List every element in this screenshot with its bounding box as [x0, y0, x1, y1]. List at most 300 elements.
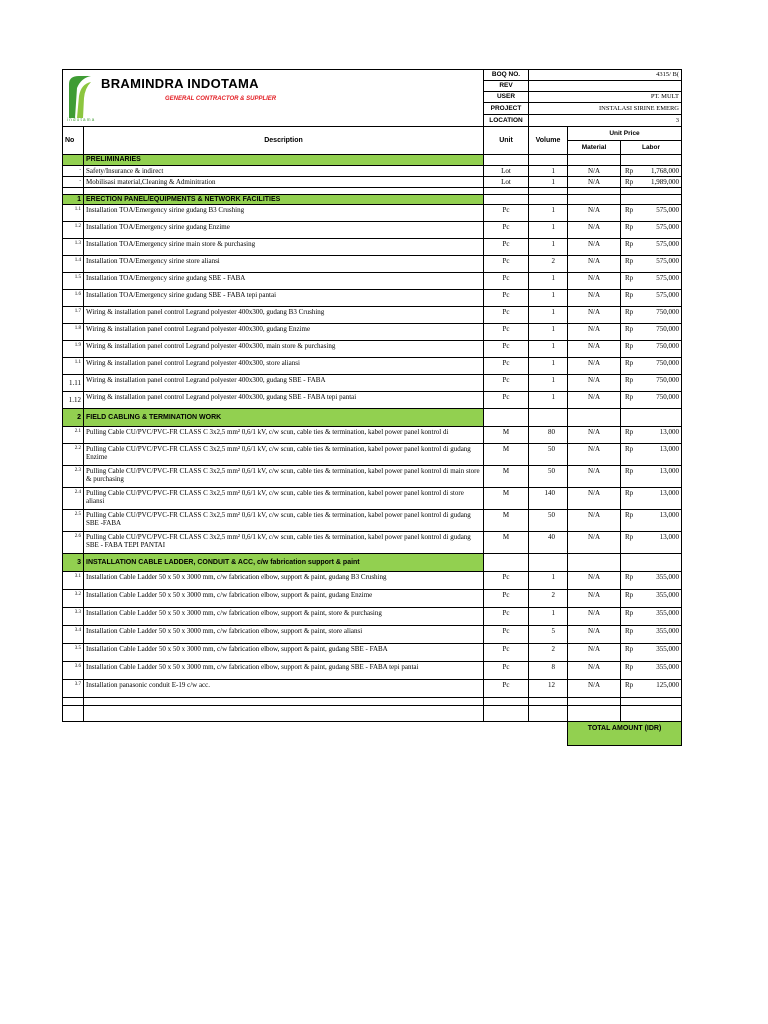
total-blank	[63, 722, 568, 746]
item-labor-cell	[621, 256, 682, 273]
section-title: INSTALLATION CABLE LADDER, CONDUIT & ACC, c/w fabrication support & paint	[84, 554, 484, 572]
item-material: N/A	[568, 256, 621, 273]
empty-cell	[568, 698, 621, 706]
empty-cell	[484, 706, 529, 722]
item-number: 1.9	[63, 341, 84, 358]
table-row	[63, 273, 682, 290]
item-labor-price: 355,000	[656, 609, 679, 617]
item-labor-cell	[621, 324, 682, 341]
item-number: 1.4	[63, 256, 84, 273]
empty-cell	[84, 698, 484, 706]
item-number: 1.1	[63, 205, 84, 222]
table-row	[63, 324, 682, 341]
empty-cell	[621, 188, 682, 195]
empty-cell	[621, 195, 682, 205]
item-volume: 1	[529, 239, 568, 256]
item-material: N/A	[568, 273, 621, 290]
item-labor-price: 575,000	[656, 257, 679, 265]
item-material: N/A	[568, 205, 621, 222]
item-number: 3.4	[63, 626, 84, 644]
item-number: 3.5	[63, 644, 84, 662]
item-volume: 1	[529, 166, 568, 177]
item-number: 3.2	[63, 590, 84, 608]
item-unit: Pc	[484, 256, 529, 273]
item-description: Pulling Cable CU/PVC/PVC-FR CLASS C 3x2,5 mm² 0,6/1 kV, c/w scun, cable ties & termination, kabel power panel kontrol di	[84, 427, 484, 444]
item-labor-cell	[621, 177, 682, 188]
item-unit: Pc	[484, 341, 529, 358]
section-row	[63, 155, 682, 166]
item-description: Installation Cable Ladder 50 x 50 x 3000 mm, c/w fabrication elbow, support & paint, gudang B3 Crushing	[84, 572, 484, 590]
currency-label: Rp	[625, 167, 634, 175]
item-number: 2.6	[63, 532, 84, 554]
item-labor-price: 750,000	[656, 325, 679, 333]
item-labor-price: 13,000	[659, 511, 679, 519]
currency-label: Rp	[625, 240, 634, 248]
item-description: Wiring & installation panel control Legrand polyester 400x300, gudang SBE - FABA tepi pantai	[84, 392, 484, 409]
item-description: Pulling Cable CU/PVC/PVC-FR CLASS C 3x2,5 mm² 0,6/1 kV, c/w scun, cable ties & termination, kabel power panel kontrol di gudang SBE - FABA TEPI PANTAI	[84, 532, 484, 554]
table-row	[63, 290, 682, 307]
empty-cell	[568, 188, 621, 195]
empty-cell	[621, 155, 682, 166]
item-material: N/A	[568, 626, 621, 644]
item-labor-cell	[621, 444, 682, 466]
item-labor-cell	[621, 572, 682, 590]
spacer-row	[63, 698, 682, 706]
currency-label: Rp	[625, 393, 634, 401]
item-labor-price: 750,000	[656, 393, 679, 401]
item-description: Pulling Cable CU/PVC/PVC-FR CLASS C 3x2,5 mm² 0,6/1 kV, c/w scun, cable ties & termination, kabel power panel kontrol di gudang Enzime	[84, 444, 484, 466]
item-description: Installation TOA/Emergency sirine gudang SBE - FABA	[84, 273, 484, 290]
item-material: N/A	[568, 427, 621, 444]
item-number: -	[63, 177, 84, 188]
item-unit: Pc	[484, 222, 529, 239]
item-labor-price: 575,000	[656, 223, 679, 231]
item-unit: M	[484, 532, 529, 554]
table-row	[63, 572, 682, 590]
item-unit: Pc	[484, 239, 529, 256]
empty-cell	[529, 554, 568, 572]
empty-cell	[63, 188, 84, 195]
item-volume: 1	[529, 177, 568, 188]
currency-label: Rp	[625, 573, 634, 581]
col-header-unit: Unit	[484, 127, 529, 155]
item-number: 3.6	[63, 662, 84, 680]
item-description: Wiring & installation panel control Legrand polyester 400x300, gudang Enzime	[84, 324, 484, 341]
item-labor-price: 13,000	[659, 445, 679, 453]
item-labor-cell	[621, 375, 682, 392]
currency-label: Rp	[625, 467, 634, 475]
item-material: N/A	[568, 532, 621, 554]
item-volume: 12	[529, 680, 568, 698]
table-row	[63, 427, 682, 444]
item-number: -	[63, 166, 84, 177]
item-labor-cell	[621, 488, 682, 510]
item-material: N/A	[568, 375, 621, 392]
item-labor-price: 13,000	[659, 533, 679, 541]
table-row	[63, 307, 682, 324]
item-labor-price: 355,000	[656, 627, 679, 635]
empty-cell	[63, 698, 84, 706]
currency-label: Rp	[625, 428, 634, 436]
table-row	[63, 662, 682, 680]
item-number: 1.1	[63, 358, 84, 375]
item-labor-cell	[621, 680, 682, 698]
section-title: PRELIMINARIES	[84, 155, 484, 166]
section-number	[63, 155, 84, 166]
currency-label: Rp	[625, 663, 634, 671]
item-labor-price: 1,989,000	[651, 178, 679, 186]
item-unit: Pc	[484, 572, 529, 590]
section-row	[63, 195, 682, 205]
item-number: 2.4	[63, 488, 84, 510]
item-material: N/A	[568, 510, 621, 532]
item-volume: 140	[529, 488, 568, 510]
item-material: N/A	[568, 341, 621, 358]
item-volume: 50	[529, 510, 568, 532]
section-number: 2	[63, 409, 84, 427]
col-header-description: Description	[84, 127, 484, 155]
item-volume: 5	[529, 626, 568, 644]
item-labor-cell	[621, 273, 682, 290]
company-tagline: GENERAL CONTRACTOR & SUPPLIER	[165, 96, 277, 102]
item-material: N/A	[568, 177, 621, 188]
item-labor-price: 125,000	[656, 681, 679, 689]
item-description: Wiring & installation panel control Legrand polyester 400x300, main store & purchasing	[84, 341, 484, 358]
item-labor-cell	[621, 626, 682, 644]
company-logo-cell	[63, 70, 484, 127]
currency-label: Rp	[625, 308, 634, 316]
currency-label: Rp	[625, 511, 634, 519]
item-volume: 1	[529, 222, 568, 239]
company-logo-icon	[67, 74, 93, 120]
boq-table	[62, 69, 682, 746]
item-unit: Pc	[484, 205, 529, 222]
empty-cell	[568, 155, 621, 166]
item-volume: 1	[529, 358, 568, 375]
header-value-location: 3	[529, 115, 682, 127]
item-description: Wiring & installation panel control Legrand polyester 400x300, gudang B3 Crushing	[84, 307, 484, 324]
section-row	[63, 554, 682, 572]
item-number: 3.1	[63, 572, 84, 590]
item-labor-cell	[621, 392, 682, 409]
header-label-user: USER	[484, 92, 529, 103]
item-number: 1.6	[63, 290, 84, 307]
header-value-user: PT. MULT	[529, 92, 682, 103]
item-unit: Pc	[484, 358, 529, 375]
col-header-material: Material	[568, 141, 621, 155]
currency-label: Rp	[625, 342, 634, 350]
empty-cell	[621, 698, 682, 706]
item-volume: 40	[529, 532, 568, 554]
spacer-row	[63, 188, 682, 195]
item-volume: 2	[529, 590, 568, 608]
table-row	[63, 510, 682, 532]
item-labor-price: 355,000	[656, 645, 679, 653]
item-labor-price: 13,000	[659, 489, 679, 497]
item-unit: Pc	[484, 392, 529, 409]
item-labor-cell	[621, 427, 682, 444]
empty-cell	[84, 188, 484, 195]
table-row	[63, 239, 682, 256]
company-logo-text: i n d o t a m a	[67, 117, 95, 122]
empty-cell	[568, 554, 621, 572]
item-labor-price: 13,000	[659, 428, 679, 436]
currency-label: Rp	[625, 645, 634, 653]
currency-label: Rp	[625, 359, 634, 367]
section-number: 3	[63, 554, 84, 572]
table-row	[63, 626, 682, 644]
header-label-rev: REV	[484, 81, 529, 92]
header-label-boq-no: BOQ NO.	[484, 70, 529, 81]
item-labor-price: 575,000	[656, 206, 679, 214]
section-row	[63, 409, 682, 427]
table-row	[63, 444, 682, 466]
item-number: 1.3	[63, 239, 84, 256]
table-row	[63, 222, 682, 239]
item-labor-cell	[621, 222, 682, 239]
currency-label: Rp	[625, 489, 634, 497]
item-number: 1.8	[63, 324, 84, 341]
item-unit: Lot	[484, 177, 529, 188]
item-material: N/A	[568, 644, 621, 662]
header-label-location: LOCATION	[484, 115, 529, 127]
item-description: Pulling Cable CU/PVC/PVC-FR CLASS C 3x2,5 mm² 0,6/1 kV, c/w scun, cable ties & termination, kabel power panel kontrol di store aliansi	[84, 488, 484, 510]
item-number: 1.2	[63, 222, 84, 239]
currency-label: Rp	[625, 325, 634, 333]
item-volume: 1	[529, 608, 568, 626]
currency-label: Rp	[625, 445, 634, 453]
item-material: N/A	[568, 662, 621, 680]
currency-label: Rp	[625, 291, 634, 299]
item-unit: Pc	[484, 644, 529, 662]
item-material: N/A	[568, 590, 621, 608]
table-row	[63, 680, 682, 698]
spacer-row	[63, 706, 682, 722]
item-volume: 1	[529, 341, 568, 358]
item-labor-price: 750,000	[656, 359, 679, 367]
currency-label: Rp	[625, 681, 634, 689]
item-unit: Pc	[484, 662, 529, 680]
item-material: N/A	[568, 290, 621, 307]
item-labor-price: 750,000	[656, 376, 679, 384]
item-material: N/A	[568, 466, 621, 488]
table-row	[63, 177, 682, 188]
item-volume: 2	[529, 644, 568, 662]
table-row	[63, 590, 682, 608]
header-value-boq-no: 4315/ B(	[529, 70, 682, 81]
item-material: N/A	[568, 324, 621, 341]
item-volume: 1	[529, 324, 568, 341]
empty-cell	[84, 706, 484, 722]
item-labor-cell	[621, 358, 682, 375]
item-number: 1.7	[63, 307, 84, 324]
item-number: 1.5	[63, 273, 84, 290]
empty-cell	[568, 195, 621, 205]
item-unit: Pc	[484, 273, 529, 290]
currency-label: Rp	[625, 257, 634, 265]
item-description: Installation TOA/Emergency sirine gudang SBE - FABA tepi pantai	[84, 290, 484, 307]
item-material: N/A	[568, 444, 621, 466]
boq-sheet	[62, 69, 681, 746]
item-number: 1.12	[63, 392, 84, 409]
item-labor-cell	[621, 307, 682, 324]
item-number: 3.3	[63, 608, 84, 626]
item-unit: Pc	[484, 590, 529, 608]
item-material: N/A	[568, 680, 621, 698]
table-row	[63, 392, 682, 409]
item-labor-price: 13,000	[659, 467, 679, 475]
item-number: 2.2	[63, 444, 84, 466]
item-material: N/A	[568, 222, 621, 239]
item-volume: 1	[529, 290, 568, 307]
item-description: Installation Cable Ladder 50 x 50 x 3000 mm, c/w fabrication elbow, support & paint, gudang Enzime	[84, 590, 484, 608]
item-unit: M	[484, 488, 529, 510]
item-labor-cell	[621, 205, 682, 222]
table-row	[63, 205, 682, 222]
empty-cell	[529, 195, 568, 205]
item-labor-price: 355,000	[656, 663, 679, 671]
item-description: Pulling Cable CU/PVC/PVC-FR CLASS C 3x2,5 mm² 0,6/1 kV, c/w scun, cable ties & termination, kabel power panel kontrol di main store & purchasing	[84, 466, 484, 488]
item-description: Installation TOA/Emergency sirine gudang B3 Crushing	[84, 205, 484, 222]
item-unit: Pc	[484, 608, 529, 626]
currency-label: Rp	[625, 223, 634, 231]
empty-cell	[568, 409, 621, 427]
item-unit: Pc	[484, 680, 529, 698]
item-labor-cell	[621, 608, 682, 626]
item-description: Installation TOA/Emergency sirine main store & purchasing	[84, 239, 484, 256]
item-description: Installation Cable Ladder 50 x 50 x 3000 mm, c/w fabrication elbow, support & paint, store & purchasing	[84, 608, 484, 626]
currency-label: Rp	[625, 609, 634, 617]
company-name: BRAMINDRA INDOTAMA	[101, 76, 259, 91]
empty-cell	[529, 155, 568, 166]
empty-cell	[621, 554, 682, 572]
item-volume: 80	[529, 427, 568, 444]
col-header-labor: Labor	[621, 141, 682, 155]
item-material: N/A	[568, 392, 621, 409]
item-labor-price: 750,000	[656, 342, 679, 350]
table-row	[63, 644, 682, 662]
table-row	[63, 375, 682, 392]
item-description: Installation Cable Ladder 50 x 50 x 3000 mm, c/w fabrication elbow, support & paint, gudang SBE - FABA	[84, 644, 484, 662]
item-labor-cell	[621, 341, 682, 358]
item-unit: M	[484, 466, 529, 488]
currency-label: Rp	[625, 533, 634, 541]
item-labor-cell	[621, 290, 682, 307]
item-volume: 1	[529, 392, 568, 409]
col-header-no: No	[63, 127, 84, 155]
section-title: ERECTION PANEL/EQUIPMENTS & NETWORK FACILITIES	[84, 195, 484, 205]
currency-label: Rp	[625, 274, 634, 282]
currency-label: Rp	[625, 178, 634, 186]
table-row	[63, 166, 682, 177]
empty-cell	[529, 706, 568, 722]
empty-cell	[484, 698, 529, 706]
total-row	[63, 722, 682, 746]
item-volume: 50	[529, 466, 568, 488]
item-unit: Pc	[484, 307, 529, 324]
item-labor-price: 355,000	[656, 591, 679, 599]
item-unit: M	[484, 427, 529, 444]
table-row	[63, 358, 682, 375]
item-description: Installation TOA/Emergency sirine store aliansi	[84, 256, 484, 273]
empty-cell	[484, 195, 529, 205]
item-volume: 8	[529, 662, 568, 680]
item-volume: 1	[529, 307, 568, 324]
item-material: N/A	[568, 358, 621, 375]
item-unit: Pc	[484, 375, 529, 392]
empty-cell	[568, 706, 621, 722]
empty-cell	[529, 188, 568, 195]
item-labor-cell	[621, 239, 682, 256]
item-labor-cell	[621, 644, 682, 662]
item-description: Safety/Insurance & indirect	[84, 166, 484, 177]
section-title: FIELD CABLING & TERMINATION WORK	[84, 409, 484, 427]
col-header-unit-price: Unit Price	[568, 127, 682, 141]
empty-cell	[484, 409, 529, 427]
empty-cell	[621, 409, 682, 427]
item-description: Wiring & installation panel control Legrand polyester 400x300, store aliansi	[84, 358, 484, 375]
empty-cell	[63, 706, 84, 722]
empty-cell	[529, 698, 568, 706]
total-amount-label: TOTAL AMOUNT (IDR)	[568, 722, 682, 746]
item-unit: Lot	[484, 166, 529, 177]
item-labor-cell	[621, 532, 682, 554]
item-labor-price: 575,000	[656, 291, 679, 299]
item-material: N/A	[568, 307, 621, 324]
item-material: N/A	[568, 572, 621, 590]
item-volume: 2	[529, 256, 568, 273]
currency-label: Rp	[625, 591, 634, 599]
item-unit: Pc	[484, 290, 529, 307]
empty-cell	[484, 155, 529, 166]
item-labor-cell	[621, 590, 682, 608]
empty-cell	[484, 554, 529, 572]
col-header-volume: Volume	[529, 127, 568, 155]
item-number: 1.11	[63, 375, 84, 392]
item-description: Mobilisasi material,Cleaning & Adminitration	[84, 177, 484, 188]
item-labor-price: 575,000	[656, 274, 679, 282]
empty-cell	[529, 409, 568, 427]
item-unit: M	[484, 444, 529, 466]
table-row	[63, 256, 682, 273]
item-volume: 1	[529, 205, 568, 222]
item-number: 2.1	[63, 427, 84, 444]
item-unit: Pc	[484, 626, 529, 644]
currency-label: Rp	[625, 206, 634, 214]
item-volume: 1	[529, 273, 568, 290]
item-volume: 1	[529, 572, 568, 590]
item-volume: 50	[529, 444, 568, 466]
table-row	[63, 532, 682, 554]
item-material: N/A	[568, 166, 621, 177]
item-material: N/A	[568, 239, 621, 256]
item-number: 2.5	[63, 510, 84, 532]
item-material: N/A	[568, 608, 621, 626]
item-labor-price: 355,000	[656, 573, 679, 581]
table-row	[63, 466, 682, 488]
item-unit: M	[484, 510, 529, 532]
header-value-rev	[529, 81, 682, 92]
section-number: 1	[63, 195, 84, 205]
item-number: 3.7	[63, 680, 84, 698]
item-labor-cell	[621, 466, 682, 488]
empty-cell	[484, 188, 529, 195]
item-unit: Pc	[484, 324, 529, 341]
empty-cell	[621, 706, 682, 722]
item-volume: 1	[529, 375, 568, 392]
item-labor-cell	[621, 510, 682, 532]
item-labor-cell	[621, 166, 682, 177]
